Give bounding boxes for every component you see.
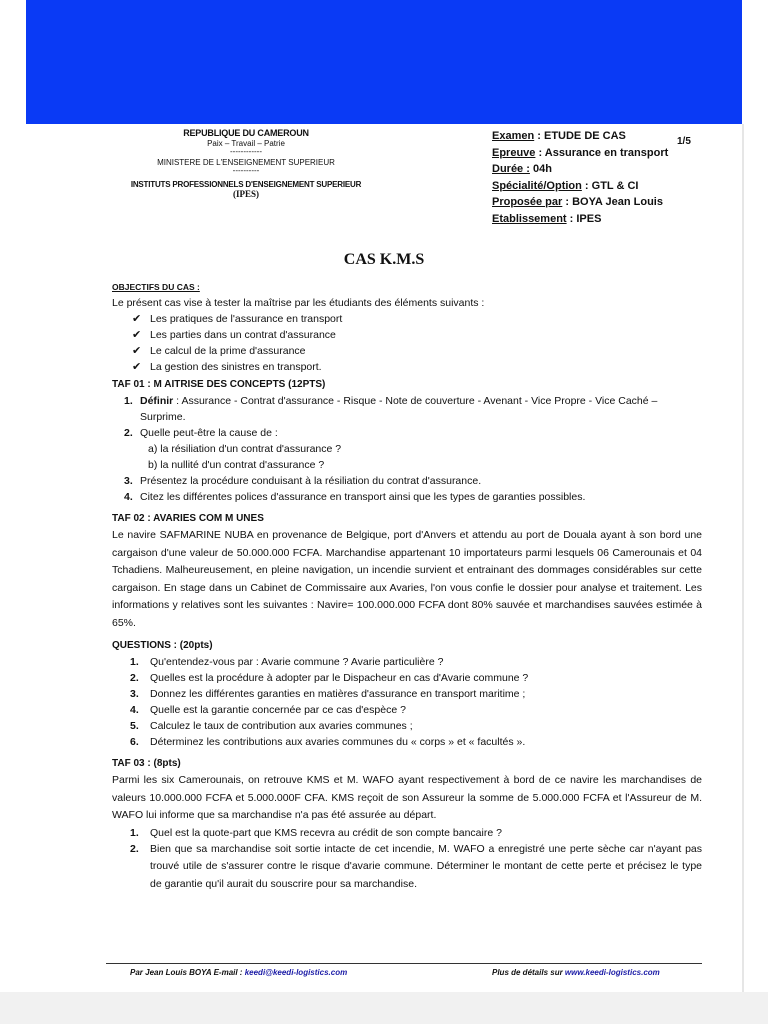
list-item: 4. Quelle est la garantie concernée par ce cas d'espèce ? [130, 704, 406, 716]
list-item: ✔ Les pratiques de l'assurance en transport [132, 311, 702, 327]
etablissement-row: Etablissement : IPES [492, 212, 602, 225]
list-item: 2. Bien que sa marchandise soit sortie intacte de cet incendie, M. WAFO a enregistré une perte sèche car n'ayant pas trouvé utile de s'assurer contre le risque d'avarie commune. Déterminer le montant de cette perte et précisez le type de garantie qu'il aurait du souscrire pour sa marchandise. [130, 842, 702, 890]
list-item: 2. Quelles est la procédure à adopter par le Dispacheur en cas d'Avarie commune ? [130, 672, 529, 684]
separator: ------------ [230, 147, 262, 156]
list-item: 3. Présentez la procédure conduisant à la résiliation du contrat d'assurance. [124, 475, 482, 487]
objectifs-list [112, 311, 702, 375]
page-number: 1/5 [677, 136, 691, 147]
institution-header [96, 128, 396, 199]
taf01-list [112, 393, 702, 505]
list-item: 4. Citez les différentes polices d'assurance en transport ainsi que les types de garanties possibles. [124, 491, 586, 503]
top-banner [26, 0, 742, 124]
page-edge [742, 124, 744, 1024]
duree-row: Durée : 04h [492, 163, 552, 175]
objectifs-intro: Le présent cas vise à tester la maîtrise par les étudiants des éléments suivants : [112, 297, 485, 309]
taf02-text: Le navire SAFMARINE NUBA en provenance de Belgique, port d'Anvers et attendu au port de Douala ayant à son bord une cargaison d'une valeur de 50.000.000 FCFA. Marchandise appartenant 10 importateurs parmi lesquels 06 Camerounais et 04 Tchadiens. Malheureusement, en pleine navigation, un incendie survient et entrainant des dommages considérables sur cette cargaison. En stage dans un Cabinet de Commissaire aux Avaries, l'on vous confie le dossier pour analyse et traitement. Les informations y relatives sont les suivantes : Navire= 100.000.000 FCFA dont 80% sauvée et marchandises sauvées estimée à 65%. [112, 529, 702, 629]
ministry-label: MINISTERE DE L'ENSEIGNEMENT SUPERIEUR [157, 158, 335, 167]
taf03-text: Parmi les six Camerounais, on retrouve KMS et M. WAFO ayant respectivement à bord de ce navire les marchandises de valeurs 10.000.000 FCFA et 5.000.000F CFA. KMS reçoit de son Assureur la somme de 5.000.000 FCFA et l'Assureur de M. WAFO lui informe que sa marchandise n'a pas été assurée au départ. [112, 774, 702, 821]
footer-divider [106, 963, 702, 964]
document-page [26, 124, 742, 1024]
list-item: ✔ Les parties dans un contrat d'assurance [132, 327, 702, 343]
document-body [112, 279, 702, 893]
email-link[interactable]: keedi@keedi-logistics.com [244, 968, 348, 977]
questions-heading: QUESTIONS : (20pts) [112, 640, 213, 651]
list-item: 5. Calculez le taux de contribution aux avaries communes ; [130, 720, 413, 732]
footer-site: Plus de détails sur www.keedi-logistics.com [492, 968, 660, 977]
exam-info [492, 128, 692, 227]
list-item: 6. Déterminez les contributions aux avaries communes du « corps » et « facultés ». [130, 736, 526, 748]
list-item: 3. Donnez les différentes garanties en matières d'assurance en transport maritime ; [130, 688, 526, 700]
list-item: 2. Quelle peut-être la cause de : a) la résiliation d'un contrat d'assurance ? b) la nullité d'un contrat d'assurance ? [120, 425, 702, 473]
taf01-heading: TAF 01 : M AITRISE DES CONCEPTS (12PTS) [112, 379, 326, 390]
proposee-row: Proposée par : BOYA Jean Louis [492, 196, 663, 208]
list-item: ✔ La gestion des sinistres en transport. [132, 359, 702, 375]
epreuve-row: Epreuve : Assurance en transport [492, 146, 669, 159]
specialite-row: Spécialité/Option : GTL & CI [492, 179, 639, 192]
questions-list [112, 654, 702, 750]
acronym-label: (IPES) [232, 189, 259, 199]
taf03-heading: TAF 03 : (8pts) [112, 758, 181, 769]
separator: ---------- [232, 166, 260, 175]
taf02-heading: TAF 02 : AVARIES COM M UNES [112, 513, 264, 524]
list-item: 1. Qu'entendez-vous par : Avarie commune ? Avarie particulière ? [130, 656, 444, 668]
republic-label: REPUBLIQUE DU CAMEROUN [183, 128, 309, 138]
taf03-list [112, 825, 702, 894]
list-item: ✔ Le calcul de la prime d'assurance [132, 343, 702, 359]
exam-row: Examen : ETUDE DE CAS [492, 130, 626, 142]
institutes-label: INSTITUTS PROFESSIONNELS D'ENSEIGNEMENT SUPERIEUR [130, 180, 362, 189]
list-item: 1. Quel est la quote-part que KMS recevra au crédit de son compte bancaire ? [130, 826, 502, 839]
motto: Paix – Travail – Patrie [207, 139, 285, 148]
objectifs-heading: OBJECTIFS DU CAS : [112, 282, 200, 292]
list-item: 1. Définir : Assurance - Contrat d'assurance - Risque - Note de couverture - Avenant - Vice Propre - Vice Caché – Surprime. [124, 395, 658, 423]
bottom-band [0, 992, 768, 1024]
website-link[interactable]: www.keedi-logistics.com [564, 968, 660, 977]
footer-author: Par Jean Louis BOYA E-mail : keedi@keedi-logistics.com [130, 968, 348, 977]
document-title: CAS K.M.S [343, 251, 425, 268]
sub-item: b) la nullité d'un contrat d'assurance ? [148, 459, 325, 471]
sub-item: a) la résiliation d'un contrat d'assurance ? [148, 443, 342, 455]
